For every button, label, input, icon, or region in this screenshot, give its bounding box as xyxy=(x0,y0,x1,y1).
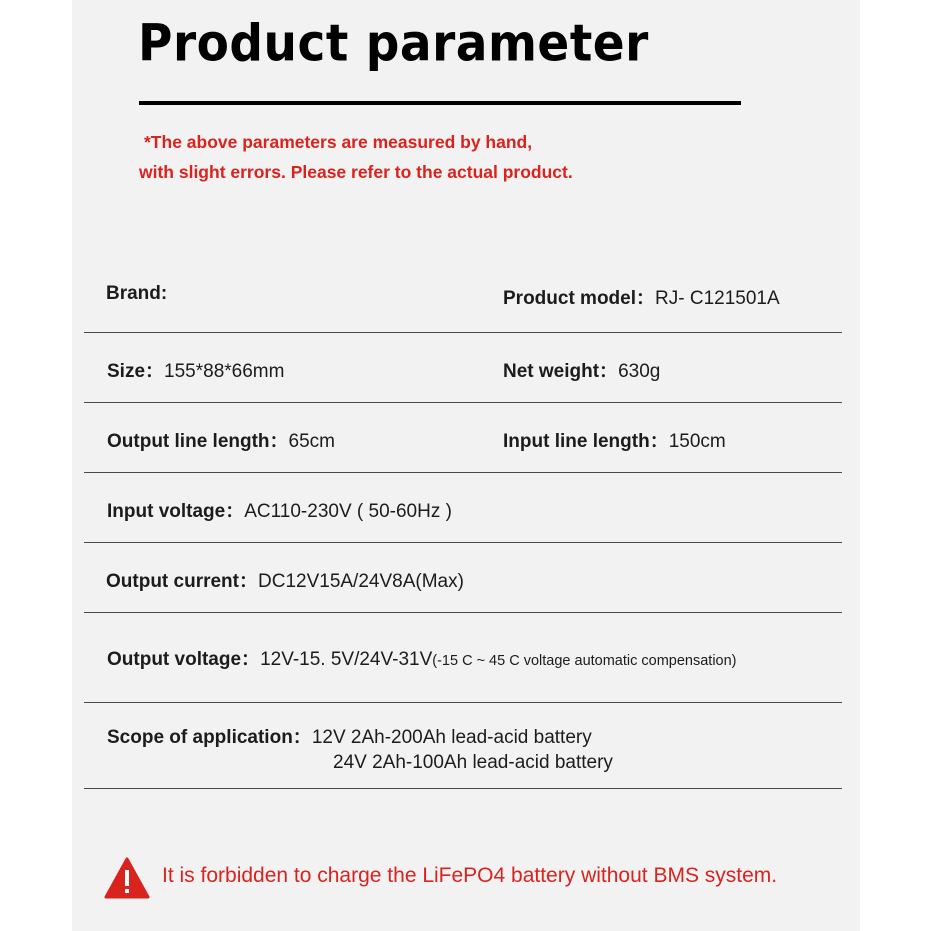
weight-value: 630g xyxy=(618,361,661,382)
input-voltage-label: Input voltage： xyxy=(107,501,245,522)
output-voltage-cell xyxy=(107,644,737,671)
title-underline xyxy=(139,101,741,105)
warning-triangle-icon xyxy=(104,857,150,899)
scope-value-1: 12V 2Ah-200Ah lead-acid battery xyxy=(311,727,592,748)
brand-cell xyxy=(106,283,167,305)
input-voltage-value: AC110-230V ( 50-60Hz ) xyxy=(244,501,452,522)
output-voltage-value: 12V-15. 5V/24V-31V xyxy=(260,649,433,670)
row-divider xyxy=(84,402,842,403)
measurement-note-line-2: with slight errors. Please refer to the actual product. xyxy=(139,162,573,182)
size-cell xyxy=(107,356,284,383)
weight-label: Net weight： xyxy=(503,361,619,382)
weight-cell xyxy=(503,356,660,383)
row-divider xyxy=(84,612,842,613)
scope-value-2: 24V 2Ah-100Ah lead-acid battery xyxy=(333,752,613,773)
measurement-note-line-1: *The above parameters are measured by hand, xyxy=(144,132,533,152)
output-voltage-note: (-15 C ~ 45 C voltage automatic compensation) xyxy=(432,653,737,669)
output-line-label: Output line length： xyxy=(107,431,289,452)
page-title: Product parameter xyxy=(138,14,649,74)
output-current-value: DC12V15A/24V8A(Max) xyxy=(258,571,464,592)
input-voltage-cell xyxy=(107,496,452,523)
row-divider xyxy=(84,788,842,789)
row-divider xyxy=(84,332,842,333)
model-value: RJ- C121501A xyxy=(655,288,780,309)
input-line-label: Input line length： xyxy=(503,431,669,452)
input-line-cell xyxy=(503,426,726,453)
input-line-value: 150cm xyxy=(668,431,726,452)
scope-label: Scope of application： xyxy=(107,727,312,748)
output-current-label: Output current： xyxy=(106,571,258,592)
scope-cell xyxy=(107,722,592,749)
output-line-cell xyxy=(107,426,335,453)
size-label: Size： xyxy=(107,361,165,382)
row-divider xyxy=(84,702,842,703)
row-divider xyxy=(84,472,842,473)
output-voltage-label: Output voltage： xyxy=(107,649,261,670)
output-current-cell xyxy=(106,566,464,593)
bms-warning-text: It is forbidden to charge the LiFePO4 battery without BMS system. xyxy=(162,864,778,887)
row-divider xyxy=(84,542,842,543)
model-label: Product model： xyxy=(503,288,656,309)
brand-label: Brand: xyxy=(106,283,168,304)
scope-cell-line-2 xyxy=(333,752,613,774)
size-value: 155*88*66mm xyxy=(164,361,285,382)
output-line-value: 65cm xyxy=(288,431,335,452)
model-cell xyxy=(503,283,780,310)
